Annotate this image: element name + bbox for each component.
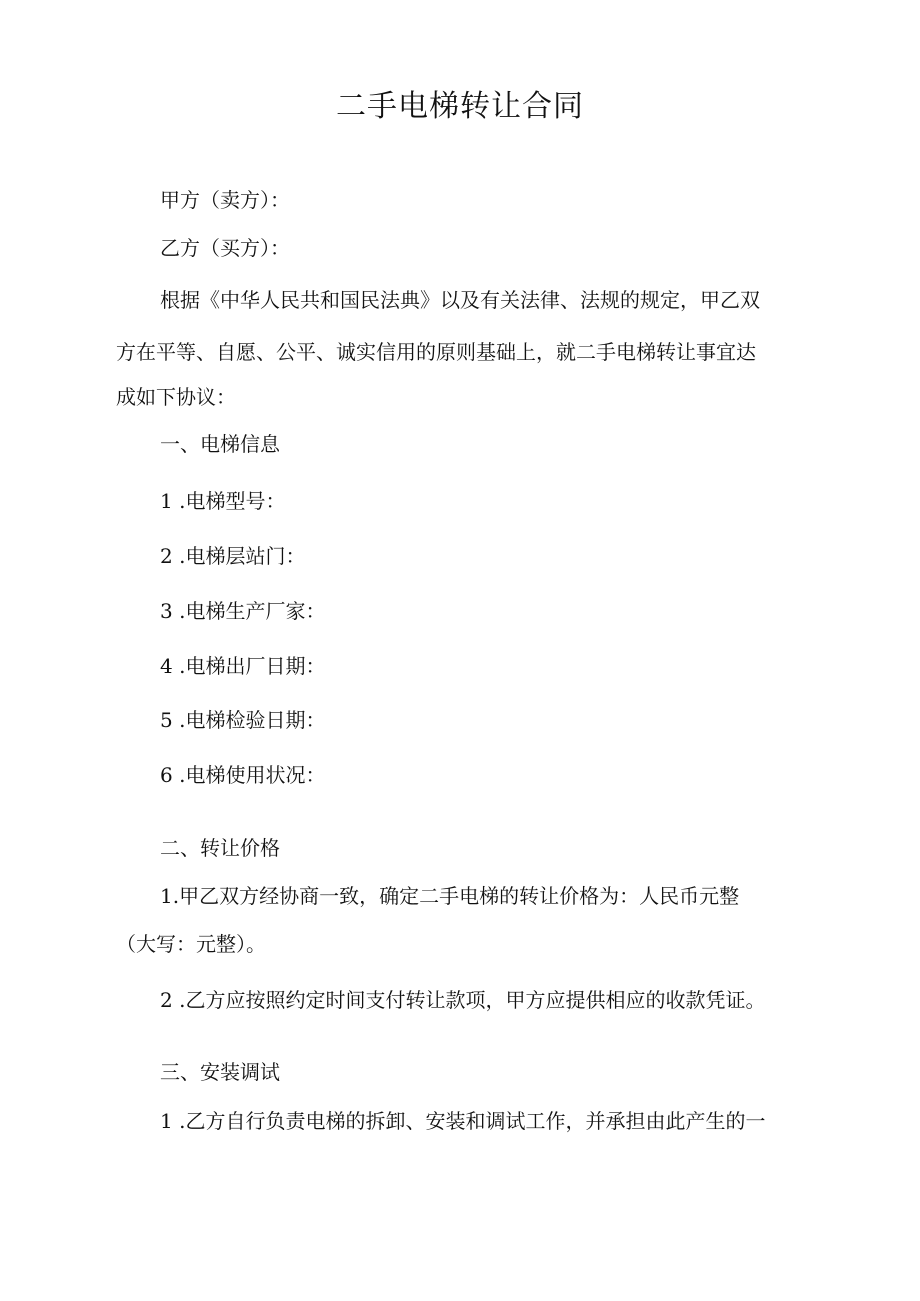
section-1-item: 5 .电梯检验日期： <box>160 708 326 732</box>
section-1-item: 1 .电梯型号： <box>160 489 286 513</box>
section-1-item: 6 .电梯使用状况： <box>160 763 326 787</box>
document-title: 二手电梯转让合同 <box>336 89 584 124</box>
section-1-heading: 一、电梯信息 <box>160 432 280 456</box>
installation-clause: 1 .乙方自行负责电梯的拆卸、安装和调试工作，并承担由此产生的一 <box>160 1109 766 1133</box>
preamble-line-1: 根据《中华人民共和国民法典》以及有关法律、法规的规定，甲乙双 <box>160 288 760 312</box>
section-2-heading: 二、转让价格 <box>160 836 280 860</box>
price-clause-line-2: （大写：元整）。 <box>116 932 266 956</box>
price-clause-line-1: 1.甲乙双方经协商一致，确定二手电梯的转让价格为：人民币元整 <box>160 884 740 908</box>
section-1-item: 3 .电梯生产厂家： <box>160 599 326 623</box>
party-b-line: 乙方（买方）： <box>160 236 290 260</box>
section-1-item: 2 .电梯层站门： <box>160 544 306 568</box>
preamble-line-3: 成如下协议： <box>116 385 236 409</box>
section-3-heading: 三、安装调试 <box>160 1060 280 1084</box>
section-1-item: 4 .电梯出厂日期： <box>160 654 326 678</box>
party-a-line: 甲方（卖方）： <box>160 188 290 212</box>
payment-clause: 2 .乙方应按照约定时间支付转让款项，甲方应提供相应的收款凭证。 <box>160 988 766 1012</box>
preamble-line-2: 方在平等、自愿、公平、诚实信用的原则基础上，就二手电梯转让事宜达 <box>116 340 756 364</box>
